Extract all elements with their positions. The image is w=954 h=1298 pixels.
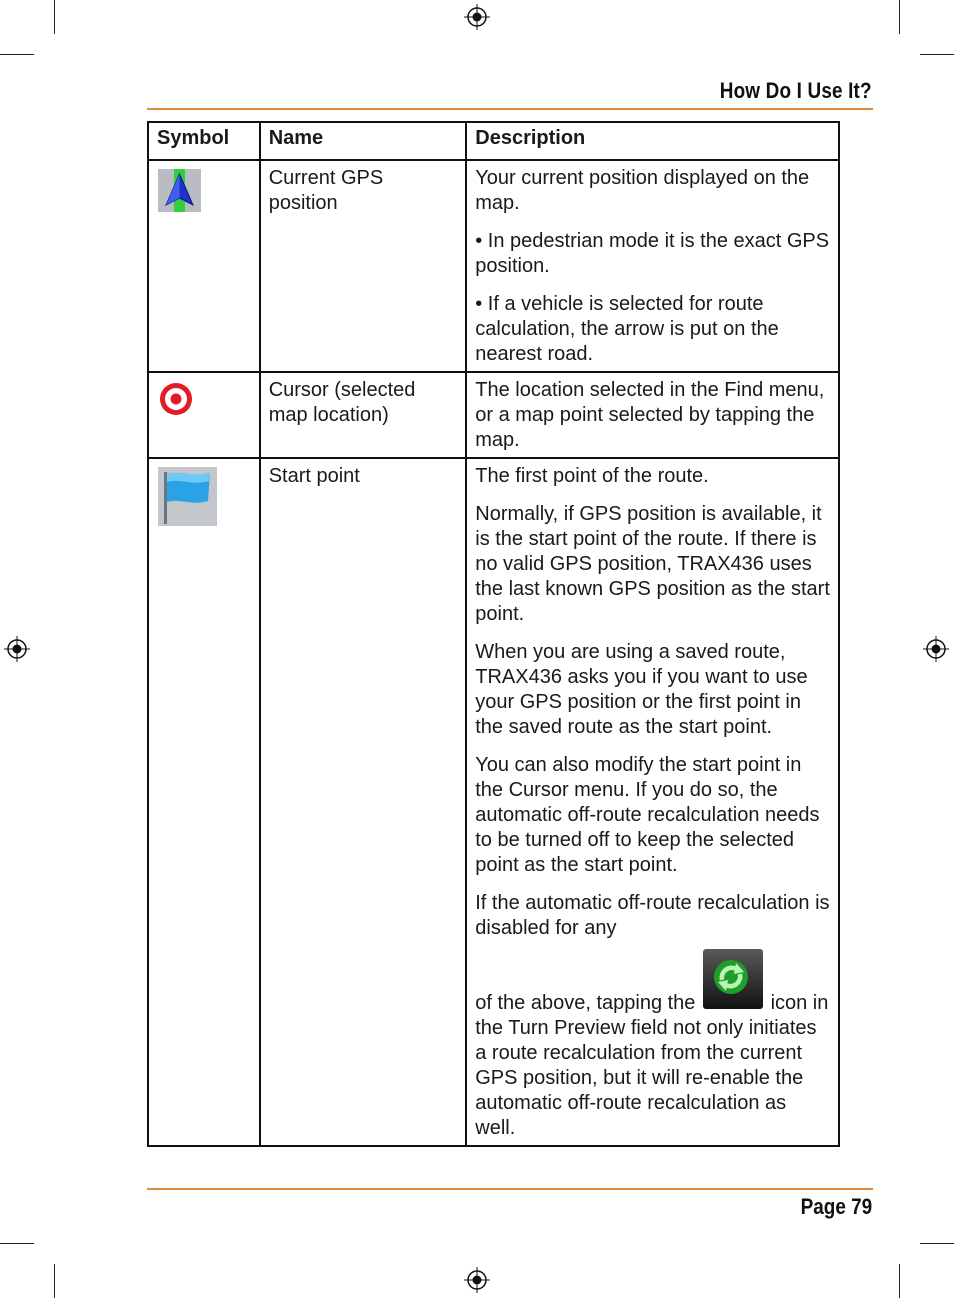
description-paragraph: The location selected in the Find menu, or a map point selected by tapping the map. [475,379,825,451]
name-cell: Start point [260,458,467,1146]
registration-mark-icon [464,4,490,30]
description-paragraph: If the automatic off-route recalculation is disabled for any [475,892,830,939]
page-header-title: How Do I Use It? [719,78,872,103]
page-number: Page 79 [800,1194,872,1219]
description-paragraph: When you are using a saved route, TRAX436 asks you if you want to use your GPS position or the first point in the saved route as the start point. [475,641,808,738]
description-cell [466,372,839,458]
crop-mark [920,54,954,55]
crop-mark [54,0,55,34]
cursor-target-icon [158,381,194,424]
symbol-table [147,121,840,1147]
symbol-cell [148,160,260,372]
text-before-icon: of the above, tapping the [475,992,696,1014]
description-paragraph: Your current position displayed on the map. [475,167,810,214]
registration-mark-icon [4,636,30,662]
table-row [148,160,839,372]
header-description: Description [466,122,839,160]
description-paragraph: The first point of the route. [475,465,709,487]
symbol-cell [148,458,260,1146]
text-after-icon: icon in the Turn Preview field not only initiates a route recalculation from the current GPS position, but it will re-enable the automatic off-route recalculation as well. [475,992,829,1139]
crop-mark [0,54,34,55]
gps-arrow-icon [158,169,201,219]
description-paragraph: Normally, if GPS position is available, it is the start point of the route. If there is no valid GPS position, TRAX436 uses the last known GPS position as the start point. [475,503,830,625]
crop-mark [899,0,900,34]
header-symbol: Symbol [148,122,260,160]
registration-mark-icon [923,636,949,662]
table-header-row [148,122,839,160]
symbol-cell [148,372,260,458]
crop-mark [54,1264,55,1298]
name-cell: Current GPS position [260,160,467,372]
header-rule [147,108,873,110]
description-paragraph: You can also modify the start point in the Cursor menu. If you do so, the automatic off-route recalculation needs to be turned off to keep the selected point as the start point. [475,754,820,876]
crop-mark [0,1243,34,1244]
description-paragraph: • In pedestrian mode it is the exact GPS position. [475,230,830,277]
registration-mark-icon [464,1267,490,1293]
description-paragraph [475,949,830,1141]
start-flag-icon [158,467,217,533]
recalculate-icon [703,949,763,1009]
crop-mark [920,1243,954,1244]
name-cell: Cursor (selected map location) [260,372,467,458]
footer-rule [147,1188,873,1190]
description-paragraph: • If a vehicle is selected for route calculation, the arrow is put on the nearest road. [475,293,779,365]
description-cell [466,458,839,1146]
table-row [148,372,839,458]
table-row [148,458,839,1146]
description-cell [466,160,839,372]
crop-mark [899,1264,900,1298]
header-name: Name [260,122,467,160]
